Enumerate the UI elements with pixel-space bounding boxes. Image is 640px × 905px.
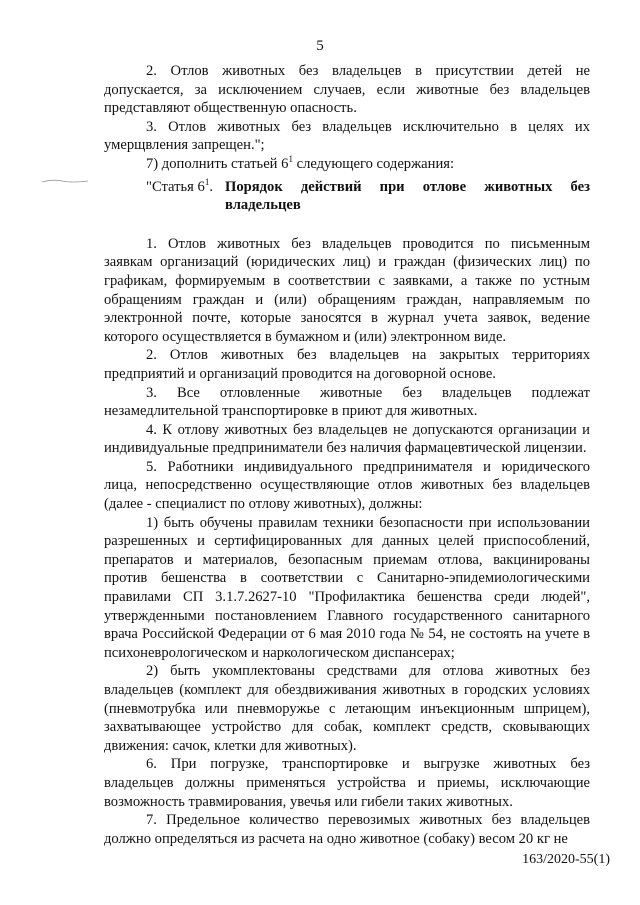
paragraph: 2. Отлов животных без владельцев в присутствии детей не допускается, за исключением случаев, если животные без владельцев представляют общественную опасность.	[104, 63, 590, 117]
paragraph: 6. При погрузке, транспортировке и выгрузке животных без владельцев должны применяться устройства и приемы, исключающие возможность травмирования, увечья или гибели таких животных.	[104, 756, 590, 810]
paragraph: 7. Предельное количество перевозимых животных без владельцев должно определяться из расчета на одно животное (собаку) весом 20 кг не	[104, 812, 590, 847]
document-code: 163/2020-55(1)	[522, 852, 610, 867]
paragraph: 3. Все отловленные животные без владельцев подлежат незамедлительной транспортировке в приют для животных.	[104, 384, 590, 420]
page-number: 5	[316, 38, 324, 54]
margin-mark	[40, 178, 90, 184]
article-number	[146, 178, 225, 197]
superscript: 1	[204, 176, 210, 187]
amendment-line	[104, 155, 590, 174]
article-label: "Статья 6	[146, 178, 205, 195]
paragraph: 3. Отлов животных без владельцев исключительно в целях их умерщвления запрещен.";	[104, 118, 590, 154]
list-item: 1) быть обучены правилам техники безопасности при использовании разрешенных и сертифицированных для данных целей приспособлений, препаратов и материалов, безопасным приемам отлова, вакцинированы против бешенства в соответствии с Санитарно-эпидемиологическими правилами СП 3.1.7.2627-10 "Профилактика бешенства среди людей", утвержденными постановлением Главного государственного санитарного врача Российской Федерации от 6 мая 2010 года № 54, не состоять на учете в психоневрологическом и наркологическом диспансерах;	[104, 514, 590, 661]
paragraph: 1. Отлов животных без владельцев проводится по письменным заявкам организаций (юридических лиц) и граждан (физических лиц) по графикам, формируемым в соответствии с заявками, а также по устным обращениям граждан и (или) обращениям граждан, направляемым по электронной почте, которые заносятся в журнал учета заявок, ведение которого осуществляется в бумажном и (или) электронном виде.	[104, 235, 590, 345]
article-label-end: .	[209, 178, 214, 195]
paragraph: 5. Работники индивидуального предпринимателя и юридического лица, непосредственно осуществляющие отлов животных без владельцев (далее - специалист по отлову животных), должны:	[104, 458, 590, 513]
article-heading	[104, 178, 590, 215]
article-title: Порядок действий при отлове животных без владельцев	[225, 178, 590, 214]
amendment-text: 7) дополнить статьей 6	[146, 155, 289, 172]
amendment-text-end: следующего содержания:	[292, 155, 455, 172]
paragraph: 2. Отлов животных без владельцев на закрытых территориях предприятий и организаций проводится на договорной основе.	[104, 347, 590, 382]
list-item: 2) быть укомплектованы средствами для отлова животных без владельцев (комплект для обездвиживания животных в городских условиях (пневмотрубка или пневморужье с летающим инъекционным шприцем), захватывающее устройство для собак, комплект средств, сковывающих движения: сачок, клетки для животных).	[104, 663, 590, 754]
superscript: 1	[288, 154, 293, 165]
paragraph: 4. К отлову животных без владельцев не допускаются организации и индивидуальные предприниматели без наличия фармацевтической лицензии.	[104, 421, 590, 457]
document-body	[104, 62, 590, 848]
